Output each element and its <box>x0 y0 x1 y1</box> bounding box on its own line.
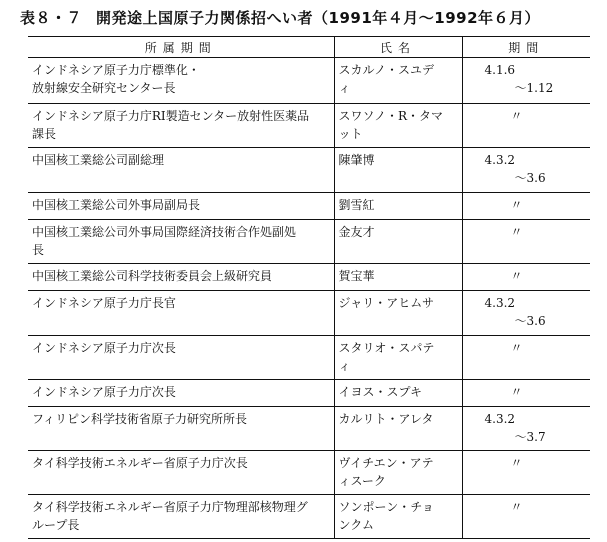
cell-period-line: 〃 <box>510 385 523 399</box>
cell-name-line: ィスーク <box>338 474 386 488</box>
cell-period <box>462 495 590 539</box>
table-row <box>28 220 590 264</box>
cell-org <box>28 148 334 193</box>
cell-org <box>28 291 334 336</box>
cell-org <box>28 336 334 380</box>
cell-period-line: 4.1.6 <box>484 63 516 77</box>
visitors-table <box>28 36 590 539</box>
cell-name-line: ジャリ・アヒムサ <box>338 296 435 310</box>
table-row <box>28 380 590 407</box>
cell-org <box>28 380 334 407</box>
header-name: 氏名 <box>334 37 462 58</box>
cell-org <box>28 193 334 220</box>
table-row <box>28 193 590 220</box>
cell-org-line: 中国核工業総公司外事局副局長 <box>32 198 201 212</box>
cell-period-line: 〃 <box>510 456 523 470</box>
cell-period-line: 〃 <box>510 341 523 355</box>
table-row <box>28 148 590 193</box>
cell-name <box>334 220 462 264</box>
cell-period <box>462 264 590 291</box>
table-row <box>28 104 590 148</box>
cell-org-line: インドネシア原子力庁標準化・ <box>32 63 200 77</box>
cell-org-line: 放射線安全研究センター長 <box>32 81 176 95</box>
cell-period <box>462 193 590 220</box>
cell-org-line: 課長 <box>32 127 57 141</box>
table-number: 表８・７ <box>20 9 83 27</box>
table-body <box>28 58 590 539</box>
cell-period <box>462 380 590 407</box>
cell-period-line: 〃 <box>510 269 523 283</box>
cell-org-line: インドネシア原子力庁次長 <box>32 385 176 399</box>
cell-period <box>462 58 590 104</box>
cell-name-line: ヴイチエン・アテ <box>338 456 434 470</box>
cell-period-line: 4.3.2 <box>484 296 516 310</box>
cell-name-line: ィ <box>338 359 351 373</box>
cell-period-line: 〃 <box>510 198 523 212</box>
table-row <box>28 58 590 104</box>
cell-org-line: 中国核工業総公司科学技術委員会上級研究員 <box>32 269 273 283</box>
cell-org-line: インドネシア原子力庁長官 <box>32 296 176 310</box>
table-row <box>28 407 590 451</box>
cell-org-line: 中国核工業総公司副総理 <box>32 153 165 167</box>
cell-name-line: スタリオ・スパテ <box>338 341 435 355</box>
cell-period-line: 4.3.2 <box>484 153 516 167</box>
cell-name <box>334 291 462 336</box>
cell-period <box>462 336 590 380</box>
cell-name <box>334 407 462 451</box>
cell-name <box>334 380 462 407</box>
cell-name-line: 陳肇博 <box>338 153 375 167</box>
cell-name <box>334 264 462 291</box>
cell-name <box>334 58 462 104</box>
cell-name-line: ィ <box>338 81 351 95</box>
header-org: 所属期間 <box>28 37 334 58</box>
table-caption: 開発途上国原子力関係招へい者（1991年４月～1992年６月） <box>96 9 541 27</box>
header-row <box>28 37 590 58</box>
cell-period <box>462 291 590 336</box>
cell-period-line: 〃 <box>510 109 523 123</box>
header-period: 期間 <box>462 37 590 58</box>
cell-name-line: ット <box>338 127 363 141</box>
cell-name <box>334 451 462 495</box>
cell-period-line: 〃 <box>510 500 523 514</box>
table-row <box>28 336 590 380</box>
cell-org-line: インドネシア原子力庁RI製造センター放射性医薬品 <box>32 109 310 123</box>
cell-org <box>28 104 334 148</box>
cell-org <box>28 451 334 495</box>
table-row <box>28 291 590 336</box>
cell-name <box>334 495 462 539</box>
cell-period <box>462 148 590 193</box>
cell-org <box>28 495 334 539</box>
cell-org <box>28 58 334 104</box>
cell-name-line: 金友才 <box>338 225 375 239</box>
cell-period <box>462 220 590 264</box>
cell-name <box>334 148 462 193</box>
cell-period-line: ～1.12 <box>514 81 554 95</box>
cell-period-line: ～3.6 <box>514 314 546 328</box>
cell-name-line: 賀宝華 <box>338 269 375 283</box>
cell-name-line: スワソノ・R・タマ <box>338 109 444 123</box>
cell-org-line: 中国核工業総公司外事局国際経済技術合作処副処 <box>32 225 297 239</box>
cell-org-line: インドネシア原子力庁次長 <box>32 341 176 355</box>
cell-period <box>462 104 590 148</box>
cell-name <box>334 104 462 148</box>
cell-name <box>334 193 462 220</box>
cell-name-line: 劉雪紅 <box>338 198 375 212</box>
cell-name-line: ンクム <box>338 518 375 532</box>
cell-period <box>462 407 590 451</box>
cell-period-line: ～3.6 <box>514 171 546 185</box>
cell-org-line: 長 <box>32 243 45 257</box>
cell-org-line: ループ長 <box>32 518 80 532</box>
cell-period-line: 4.3.2 <box>484 412 516 426</box>
cell-name-line: ソンポーン・チョ <box>338 500 434 514</box>
cell-org <box>28 220 334 264</box>
cell-org-line: フィリピン科学技術省原子力研究所所長 <box>32 412 248 426</box>
table-row <box>28 495 590 539</box>
cell-org-line: タイ科学技術エネルギー省原子力庁次長 <box>32 456 248 470</box>
cell-org-line: タイ科学技術エネルギー省原子力庁物理部核物理グ <box>32 500 308 514</box>
cell-name-line: イヨス・スプキ <box>338 385 423 399</box>
cell-period-line: 〃 <box>510 225 523 239</box>
cell-name <box>334 336 462 380</box>
cell-name-line: カルリト・アレタ <box>338 412 434 426</box>
table-row <box>28 264 590 291</box>
cell-period <box>462 451 590 495</box>
cell-period-line: ～3.7 <box>514 430 546 444</box>
cell-org <box>28 264 334 291</box>
table-row <box>28 451 590 495</box>
table-title <box>20 7 540 28</box>
cell-name-line: スカルノ・スユデ <box>338 63 435 77</box>
cell-org <box>28 407 334 451</box>
